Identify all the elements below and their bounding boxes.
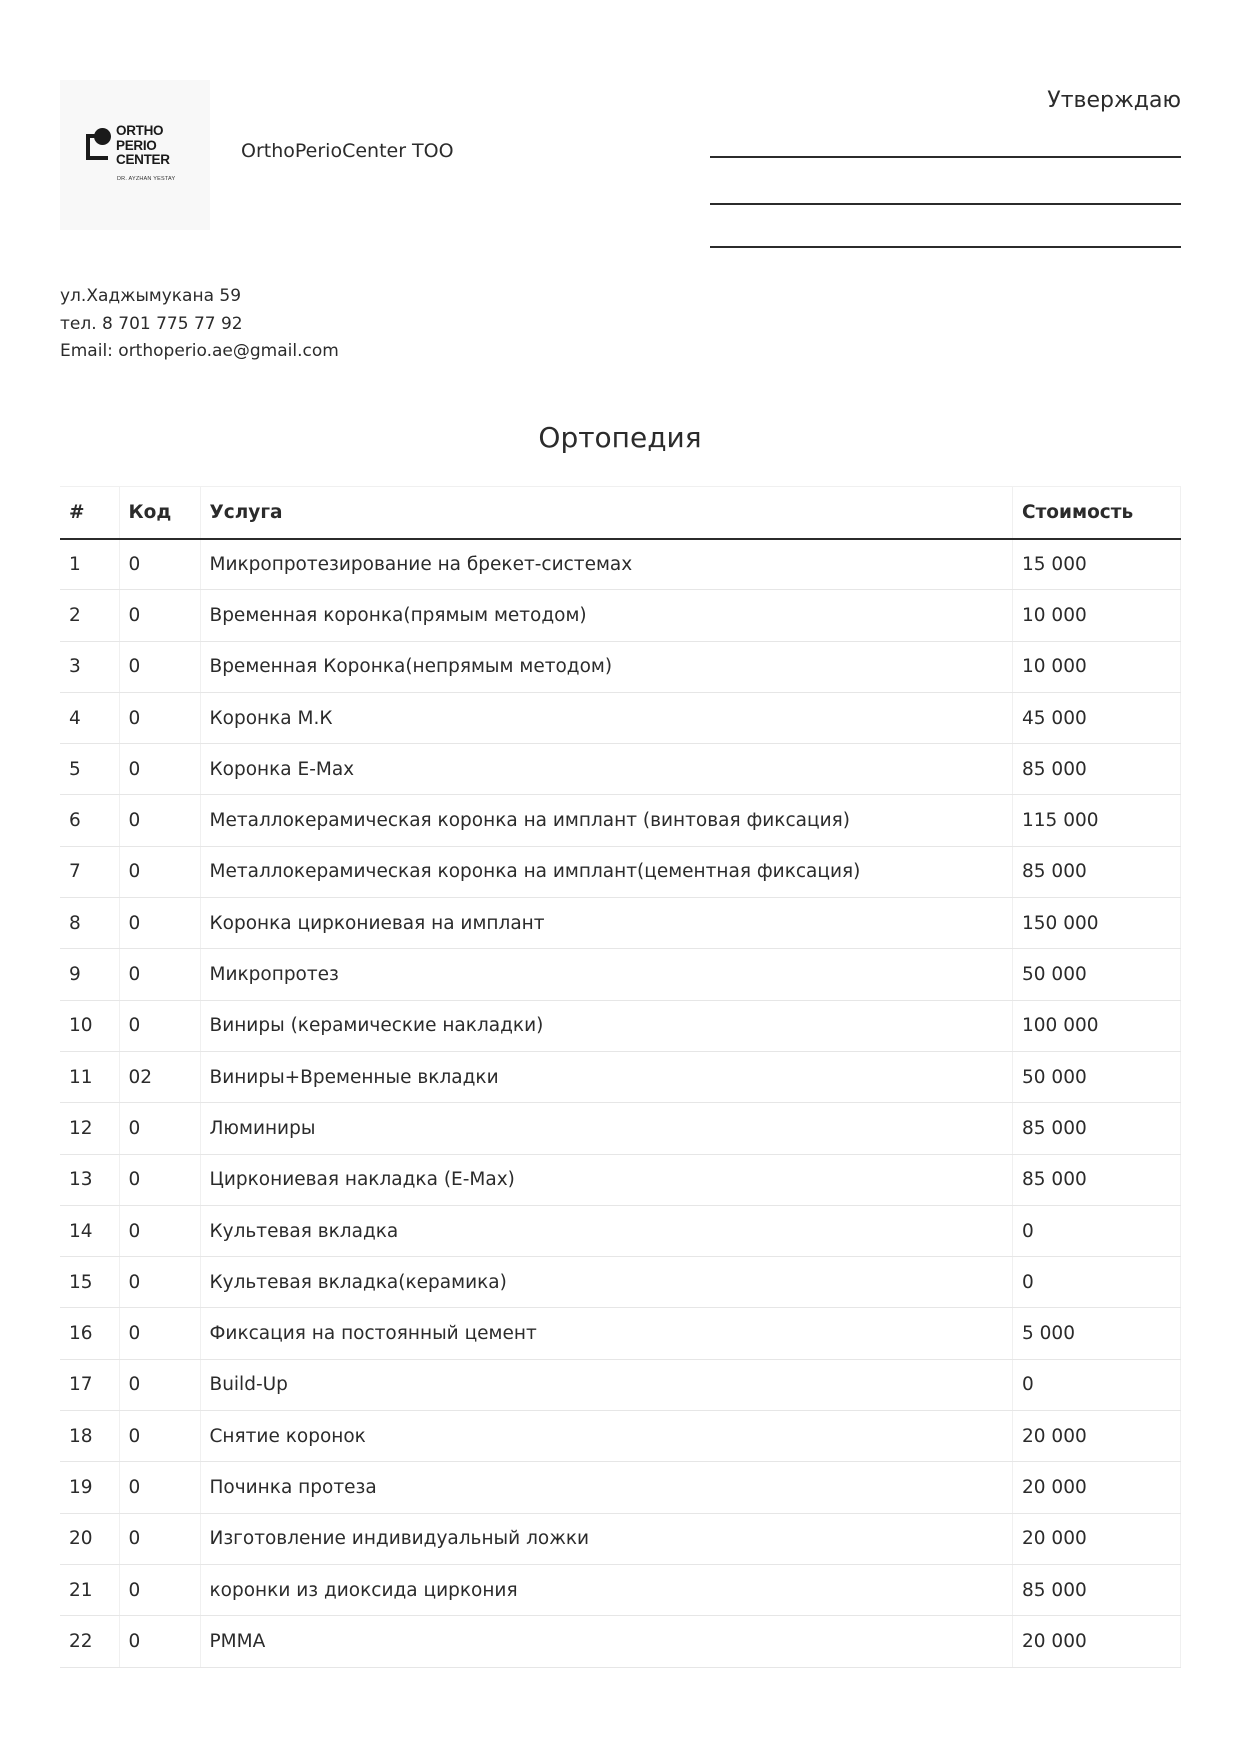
cell-price: 10 000 [1013, 590, 1181, 641]
cell-price: 115 000 [1013, 795, 1181, 846]
cell-code: 0 [119, 1359, 200, 1410]
table-row [60, 949, 1181, 1000]
logo-line-2: PERIO [116, 137, 157, 153]
table-row [60, 1411, 1181, 1462]
cell-price: 85 000 [1013, 744, 1181, 795]
cell-code: 0 [119, 641, 200, 692]
cell-num: 19 [60, 1462, 119, 1513]
cell-service: Металлокерамическая коронка на имплант(цементная фиксация) [200, 846, 1013, 897]
cell-price: 20 000 [1013, 1411, 1181, 1462]
approve-label: Утверждаю [1047, 88, 1181, 113]
cell-service: Люминиры [200, 1103, 1013, 1154]
signature-line [710, 156, 1181, 158]
price-table [60, 486, 1181, 1668]
cell-code: 0 [119, 1564, 200, 1615]
company-logo [60, 80, 210, 230]
cell-num: 1 [60, 539, 119, 590]
table-row [60, 590, 1181, 641]
cell-price: 10 000 [1013, 641, 1181, 692]
table-row [60, 744, 1181, 795]
table-row [60, 692, 1181, 743]
cell-price: 85 000 [1013, 846, 1181, 897]
signature-line [710, 203, 1181, 205]
table-row [60, 1103, 1181, 1154]
table-body [60, 539, 1181, 1668]
cell-code: 0 [119, 1616, 200, 1667]
cell-code: 0 [119, 1411, 200, 1462]
cell-num: 20 [60, 1513, 119, 1564]
signature-line [710, 246, 1181, 248]
cell-code: 0 [119, 539, 200, 590]
cell-price: 5 000 [1013, 1308, 1181, 1359]
cell-num: 8 [60, 898, 119, 949]
cell-num: 7 [60, 846, 119, 897]
cell-service: PMMA [200, 1616, 1013, 1667]
cell-service: Коронка М.К [200, 692, 1013, 743]
cell-num: 2 [60, 590, 119, 641]
cell-service: Коронка циркониевая на имплант [200, 898, 1013, 949]
column-header-code: Код [119, 487, 200, 539]
cell-price: 85 000 [1013, 1564, 1181, 1615]
cell-code: 0 [119, 1154, 200, 1205]
cell-code: 0 [119, 949, 200, 1000]
cell-price: 100 000 [1013, 1000, 1181, 1051]
cell-service: Микропротезирование на брекет-системах [200, 539, 1013, 590]
cell-num: 6 [60, 795, 119, 846]
cell-price: 20 000 [1013, 1462, 1181, 1513]
cell-service: Виниры+Временные вкладки [200, 1051, 1013, 1102]
logo-line-3: CENTER [116, 152, 170, 167]
cell-num: 9 [60, 949, 119, 1000]
cell-num: 18 [60, 1411, 119, 1462]
cell-num: 17 [60, 1359, 119, 1410]
table-row [60, 1462, 1181, 1513]
cell-code: 0 [119, 1103, 200, 1154]
company-name: OrthoPerioCenter ТОО [241, 140, 454, 162]
cell-service: Культевая вкладка(керамика) [200, 1257, 1013, 1308]
cell-service: Виниры (керамические накладки) [200, 1000, 1013, 1051]
cell-num: 15 [60, 1257, 119, 1308]
cell-price: 45 000 [1013, 692, 1181, 743]
phone: тел. 8 701 775 77 92 [60, 313, 243, 334]
cell-service: Починка протеза [200, 1462, 1013, 1513]
contact-block [60, 283, 339, 366]
cell-num: 16 [60, 1308, 119, 1359]
cell-num: 12 [60, 1103, 119, 1154]
column-header-service: Услуга [200, 487, 1013, 539]
column-header-num: # [60, 487, 119, 539]
cell-service: Циркониевая накладка (E-Max) [200, 1154, 1013, 1205]
cell-num: 11 [60, 1051, 119, 1102]
cell-service: Коронка E-Max [200, 744, 1013, 795]
logo-line-1: ORTHO [116, 123, 164, 138]
cell-price: 85 000 [1013, 1103, 1181, 1154]
cell-code: 0 [119, 744, 200, 795]
cell-service: Временная коронка(прямым методом) [200, 590, 1013, 641]
cell-service: Металлокерамическая коронка на имплант (винтовая фиксация) [200, 795, 1013, 846]
cell-service: Build-Up [200, 1359, 1013, 1410]
cell-num: 10 [60, 1000, 119, 1051]
cell-num: 14 [60, 1205, 119, 1256]
cell-num: 21 [60, 1564, 119, 1615]
cell-service: Снятие коронок [200, 1411, 1013, 1462]
cell-price: 85 000 [1013, 1154, 1181, 1205]
cell-price: 0 [1013, 1257, 1181, 1308]
table-row [60, 641, 1181, 692]
cell-num: 22 [60, 1616, 119, 1667]
address: ул.Хаджымукана 59 [60, 286, 242, 306]
cell-code: 0 [119, 692, 200, 743]
table-row [60, 846, 1181, 897]
cell-code: 0 [119, 898, 200, 949]
table-row [60, 1616, 1181, 1667]
table-row [60, 1000, 1181, 1051]
table-row [60, 1154, 1181, 1205]
table-row [60, 1308, 1181, 1359]
table-row [60, 1359, 1181, 1410]
email: Email: orthoperio.ae@gmail.com [60, 341, 339, 361]
cell-code: 0 [119, 1205, 200, 1256]
cell-price: 0 [1013, 1205, 1181, 1256]
table-row [60, 898, 1181, 949]
table-row [60, 1051, 1181, 1102]
cell-price: 50 000 [1013, 1051, 1181, 1102]
cell-service: Временная Коронка(непрямым методом) [200, 641, 1013, 692]
cell-code: 0 [119, 1308, 200, 1359]
table-row [60, 1257, 1181, 1308]
cell-service: Культевая вкладка [200, 1205, 1013, 1256]
cell-code: 0 [119, 1513, 200, 1564]
cell-code: 0 [119, 795, 200, 846]
cell-num: 13 [60, 1154, 119, 1205]
cell-price: 15 000 [1013, 539, 1181, 590]
cell-code: 0 [119, 1257, 200, 1308]
column-header-price: Стоимость [1013, 487, 1181, 539]
table-row [60, 795, 1181, 846]
cell-code: 0 [119, 590, 200, 641]
cell-service: Изготовление индивидуальный ложки [200, 1513, 1013, 1564]
section-title: Ортопедия [538, 421, 702, 454]
cell-code: 0 [119, 1462, 200, 1513]
table-row [60, 1564, 1181, 1615]
table-row [60, 1205, 1181, 1256]
cell-service: Микропротез [200, 949, 1013, 1000]
cell-num: 3 [60, 641, 119, 692]
cell-service: коронки из диоксида циркония [200, 1564, 1013, 1615]
cell-price: 20 000 [1013, 1513, 1181, 1564]
cell-price: 50 000 [1013, 949, 1181, 1000]
cell-num: 4 [60, 692, 119, 743]
cell-price: 0 [1013, 1359, 1181, 1410]
cell-service: Фиксация на постоянный цемент [200, 1308, 1013, 1359]
cell-code: 02 [119, 1051, 200, 1102]
cell-price: 150 000 [1013, 898, 1181, 949]
table-row [60, 1513, 1181, 1564]
cell-num: 5 [60, 744, 119, 795]
logo-subtitle: DR. AYZHAN YESTAY [117, 176, 176, 182]
table-header-row [60, 487, 1181, 539]
table-row [60, 539, 1181, 590]
logo-mark-icon [86, 134, 108, 160]
cell-price: 20 000 [1013, 1616, 1181, 1667]
cell-code: 0 [119, 846, 200, 897]
cell-code: 0 [119, 1000, 200, 1051]
logo-wordmark [116, 124, 170, 168]
